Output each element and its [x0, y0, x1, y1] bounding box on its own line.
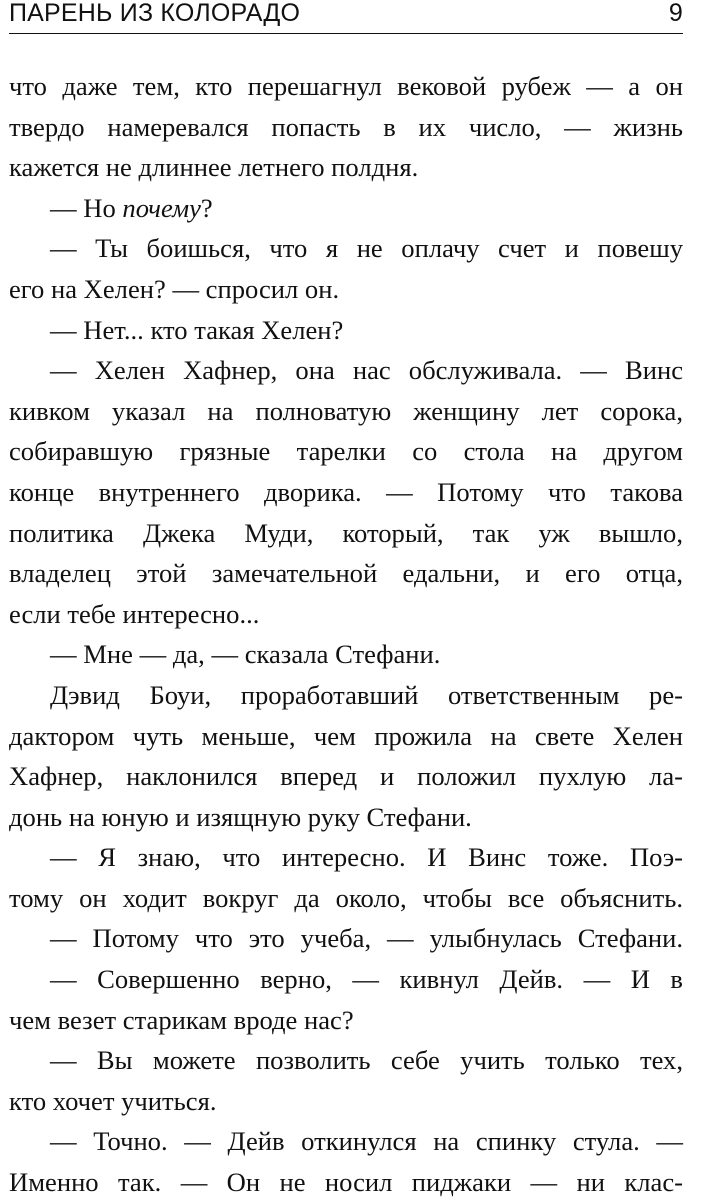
text-line: — Я знаю, что интересно. И Винс тоже. Поэ-	[50, 842, 683, 873]
text-line: — Мне — да, — сказала Стефани.	[50, 639, 441, 670]
emphasis-text: почему	[122, 192, 201, 223]
text-line: — Совершенно верно, — кивнул Дейв. — И в	[50, 964, 683, 995]
text-fragment: ?	[200, 192, 213, 223]
book-text	[9, 66, 683, 1203]
running-title: ПАРЕНЬ ИЗ КОЛОРАДО	[9, 0, 301, 27]
text-line: владелец этой замечательной едальни, и его отца,	[9, 558, 683, 589]
text-line: кивком указал на полноватую женщину лет сорока,	[9, 395, 683, 426]
page-number: 9	[668, 0, 683, 27]
text-line: — Хелен Хафнер, она нас обслуживала. — Винс	[50, 355, 683, 386]
text-line	[9, 188, 683, 229]
text-line: если тебе интересно...	[9, 598, 260, 629]
text-line: — Вы можете позволить себе учить только тех,	[50, 1045, 683, 1076]
text-line: его на Хелен? — спросил он.	[9, 273, 340, 304]
text-line: кто хочет учиться.	[9, 1085, 217, 1116]
text-line: — Точно. — Дейв откинулся на спинку стула. —	[50, 1126, 683, 1157]
text-line: твердо намеревался попасть в их число, — жизнь	[9, 111, 683, 142]
text-line: тому он ходит вокруг да около, чтобы все объяснить.	[9, 882, 683, 913]
text-line: политика Джека Муди, который, так уж вышло,	[9, 517, 683, 548]
text-line: чем везет старикам вроде нас?	[9, 1004, 354, 1035]
text-line: кажется не длиннее летнего полдня.	[9, 152, 419, 183]
text-line: — Потому что это учеба, — улыбнулась Стефани.	[50, 923, 683, 954]
text-line: донь на юную и изящную руку Стефани.	[9, 801, 472, 832]
text-line: дактором чуть меньше, чем прожила на свете Хелен	[9, 720, 683, 751]
text-line: Хафнер, наклонился вперед и положил пухлую ла-	[9, 761, 683, 792]
text-line: собиравшую грязные тарелки со стола на другом	[9, 436, 683, 467]
text-line: — Ты боишься, что я не оплачу счет и повешу	[50, 233, 683, 264]
text-line: Дэвид Боуи, проработавший ответственным ре-	[50, 679, 683, 710]
text-line: — Нет... кто такая Хелен?	[50, 314, 344, 345]
text-line: Именно так. — Он не носил пиджаки — ни клас-	[9, 1167, 683, 1198]
running-head	[9, 0, 683, 34]
text-line: что даже тем, кто перешагнул вековой рубеж — а он	[9, 71, 683, 101]
text-line: конце внутреннего дворика. — Потому что такова	[9, 476, 683, 507]
text-fragment: — Но	[50, 192, 123, 223]
